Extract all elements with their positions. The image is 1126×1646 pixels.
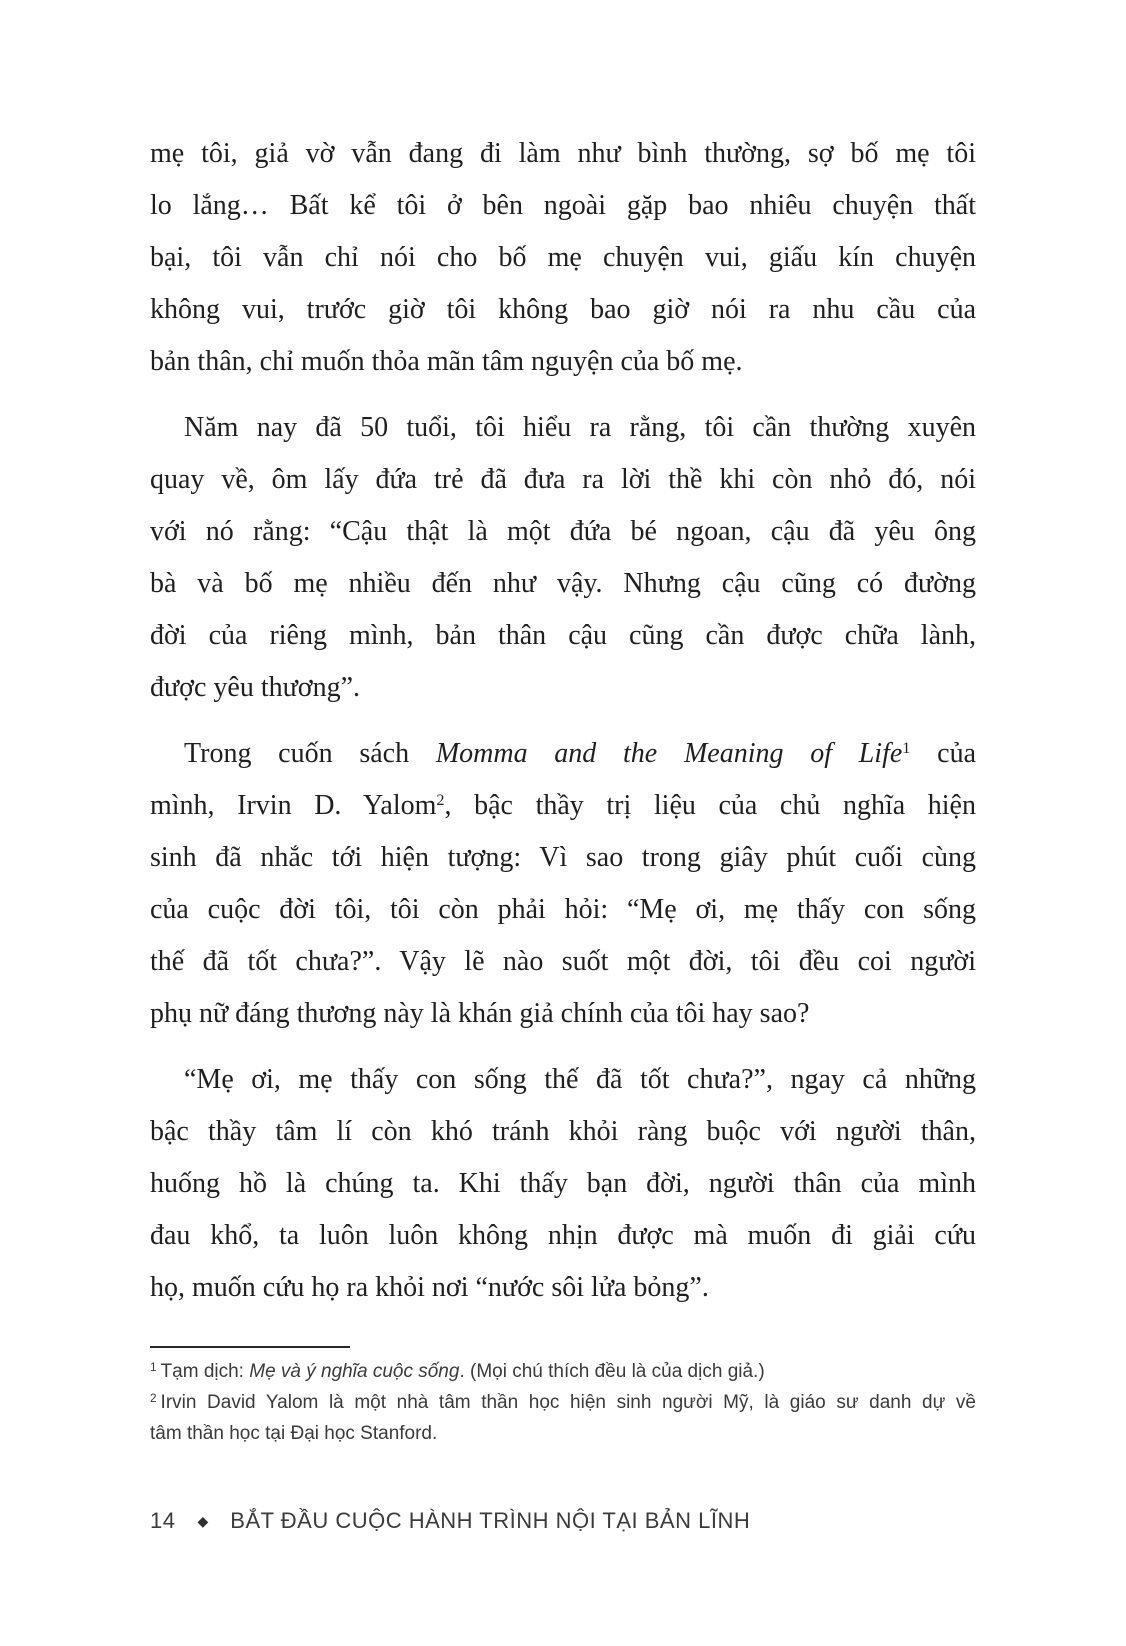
footnote-separator-rule	[150, 1346, 350, 1348]
text-line: Năm nay đã 50 tuổi, tôi hiểu ra rằng, tôi cần thường xuyên	[184, 412, 976, 443]
text-line: của cuộc đời tôi, tôi còn phải hỏi: “Mẹ ơi, mẹ thấy con sống	[150, 894, 976, 925]
text-line: đau khổ, ta luôn luôn không nhịn được mà muốn đi giải cứu	[150, 1220, 976, 1251]
text-line: với nó rằng: “Cậu thật là một đứa bé ngoan, cậu đã yêu ông	[150, 516, 976, 547]
text-line: bậc thầy tâm lí còn khó tránh khỏi ràng buộc với người thân,	[150, 1116, 976, 1147]
footnote-text: tâm thần học tại Đại học Stanford.	[150, 1423, 438, 1444]
footnote-text-italic: Mẹ và ý nghĩa cuộc sống	[249, 1361, 460, 1382]
text-segment: , bậc thầy trị liệu của chủ nghĩa hiện	[444, 790, 976, 821]
text-line: thế đã tốt chưa?”. Vậy lẽ nào suốt một đời, tôi đều coi người	[150, 946, 976, 977]
text-line: mẹ tôi, giả vờ vẫn đang đi làm như bình thường, sợ bố mẹ tôi	[150, 138, 976, 169]
footnotes	[150, 1356, 976, 1449]
text-line: bại, tôi vẫn chỉ nói cho bố mẹ chuyện vui, giấu kín chuyện	[150, 242, 976, 273]
paragraph	[150, 128, 976, 388]
text-line: huống hồ là chúng ta. Khi thấy bạn đời, người thân của mình	[150, 1168, 976, 1199]
paragraph	[150, 402, 976, 714]
footnote-marker: 2	[150, 1392, 157, 1406]
diamond-icon: ◆	[197, 1512, 209, 1529]
footnote-reference: 2	[436, 791, 445, 810]
paragraph	[150, 728, 976, 1040]
paragraph	[150, 1054, 976, 1314]
footnote-reference: 1	[902, 739, 911, 758]
footnote-text: Irvin David Yalom là một nhà tâm thần học hiện sinh người Mỹ, là giáo sư danh dự về	[160, 1392, 976, 1413]
text-line	[150, 728, 976, 780]
text-line: được yêu thương”.	[150, 672, 361, 703]
text-line: sinh đã nhắc tới hiện tượng: Vì sao trong giây phút cuối cùng	[150, 842, 976, 873]
text-line	[150, 780, 976, 832]
text-line: đời của riêng mình, bản thân cậu cũng cần được chữa lành,	[150, 620, 976, 651]
page-footer	[150, 1508, 750, 1534]
body-text	[150, 128, 976, 1328]
page-number: 14	[150, 1508, 176, 1533]
footnote-item	[150, 1356, 976, 1387]
text-segment: của	[910, 738, 977, 769]
text-line: phụ nữ đáng thương này là khán giả chính của tôi hay sao?	[150, 998, 810, 1029]
text-segment: Trong cuốn sách	[184, 738, 436, 769]
text-line: lo lắng… Bất kể tôi ở bên ngoài gặp bao nhiêu chuyện thất	[150, 190, 976, 221]
text-line: không vui, trước giờ tôi không bao giờ nói ra nhu cầu của	[150, 294, 976, 325]
text-line: quay về, ôm lấy đứa trẻ đã đưa ra lời thề khi còn nhỏ đó, nói	[150, 464, 976, 495]
text-line: bà và bố mẹ nhiều đến như vậy. Nhưng cậu cũng có đường	[150, 568, 976, 599]
text-line: họ, muốn cứu họ ra khỏi nơi “nước sôi lửa bỏng”.	[150, 1272, 709, 1303]
text-line: “Mẹ ơi, mẹ thấy con sống thế đã tốt chưa?”, ngay cả những	[184, 1064, 976, 1095]
footnote-text: . (Mọi chú thích đều là của dịch giả.)	[459, 1361, 765, 1382]
footnote-marker: 1	[150, 1361, 157, 1375]
text-line: bản thân, chỉ muốn thỏa mãn tâm nguyện của bố mẹ.	[150, 346, 743, 377]
footnote-item	[150, 1387, 976, 1418]
running-book-title: BẮT ĐẦU CUỘC HÀNH TRÌNH NỘI TẠI BẢN LĨNH	[230, 1508, 751, 1533]
text-segment: mình, Irvin D. Yalom	[150, 790, 437, 821]
footnote-item-continuation	[150, 1418, 976, 1449]
book-title-italic: Momma and the Meaning of Life	[435, 738, 903, 769]
footnote-text: Tạm dịch:	[160, 1361, 250, 1382]
